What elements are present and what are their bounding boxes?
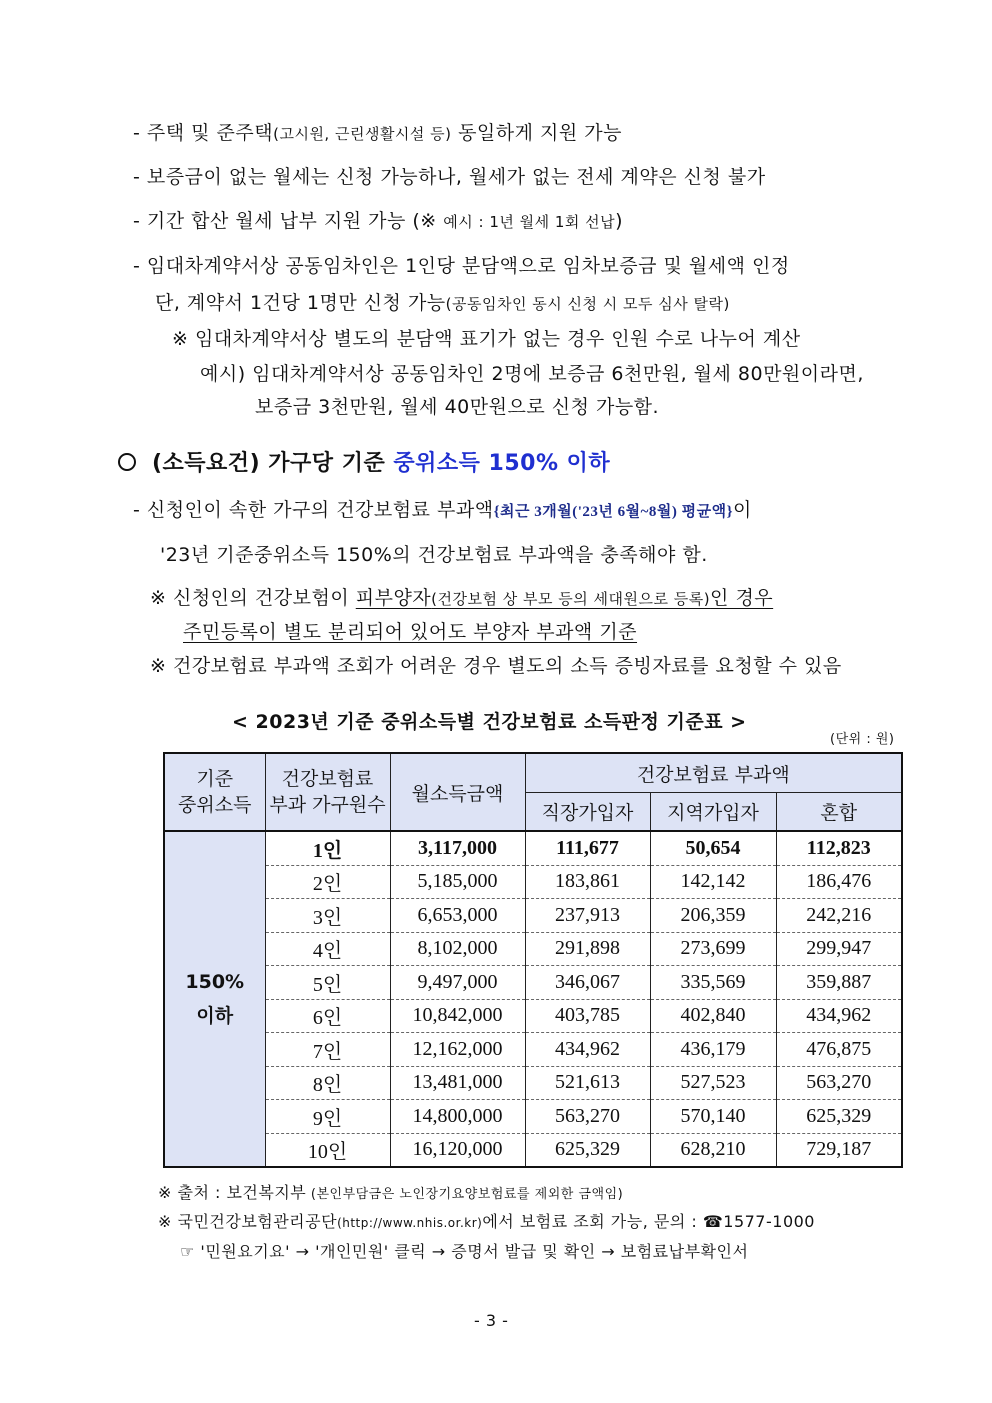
page-number: - 3 - <box>474 1311 509 1330</box>
table-unit: (단위 : 원) <box>830 732 895 747</box>
mixed-cell: 242,216 <box>776 899 902 933</box>
regional-cell: 628,210 <box>650 1133 776 1167</box>
table-row <box>164 865 902 899</box>
employee-cell: 237,913 <box>525 899 650 933</box>
regional-cell: 206,359 <box>650 899 776 933</box>
table-row <box>164 966 902 1000</box>
regional-cell: 436,179 <box>650 1033 776 1067</box>
employee-cell: 346,067 <box>525 966 650 1000</box>
note-dependent-cont: 주민등록이 별도 분리되어 있어도 부양자 부과액 기준 <box>183 621 638 643</box>
mixed-cell: 299,947 <box>776 932 902 966</box>
bullet-joint-tenant: - 임대차계약서상 공동임차인은 1인당 분담액으로 임차보증금 및 월세액 인정 <box>133 255 790 277</box>
bullet-period: - 기간 합산 월세 납부 지원 가능 (※ 예시 : 1년 월세 1회 선납) <box>133 210 624 232</box>
household-cell: 8인 <box>265 1066 390 1100</box>
note-share: ※ 임대차계약서상 별도의 분담액 표기가 없는 경우 인원 수로 나누어 계산 <box>172 328 801 350</box>
example-line-2: 보증금 3천만원, 월세 40만원으로 신청 가능함. <box>255 396 660 418</box>
income-cell: 9,497,000 <box>390 966 525 1000</box>
household-cell: 3인 <box>265 899 390 933</box>
table-row <box>164 1033 902 1067</box>
mixed-cell: 476,875 <box>776 1033 902 1067</box>
household-cell: 1인 <box>265 831 390 865</box>
note-dependent: ※ 신청인의 건강보험이 피부양자(건강보험 상 부모 등의 세대원으로 등록)인 경우 <box>150 587 774 609</box>
household-cell: 4인 <box>265 932 390 966</box>
regional-cell: 570,140 <box>650 1100 776 1134</box>
table-row <box>164 899 902 933</box>
header-monthly-income: 월소득금액 <box>390 753 525 831</box>
mixed-cell: 186,476 <box>776 865 902 899</box>
employee-cell: 434,962 <box>525 1033 650 1067</box>
mixed-cell: 359,887 <box>776 966 902 1000</box>
header-employee: 직장가입자 <box>525 793 650 832</box>
income-cell: 5,185,000 <box>390 865 525 899</box>
table-row <box>164 1133 902 1167</box>
circle-bullet-icon <box>118 453 136 471</box>
level-cell: 150% 이하 <box>164 831 265 1167</box>
mixed-cell: 625,329 <box>776 1100 902 1134</box>
employee-cell: 183,861 <box>525 865 650 899</box>
mixed-cell: 112,823 <box>776 831 902 865</box>
income-cell: 14,800,000 <box>390 1100 525 1134</box>
employee-cell: 291,898 <box>525 932 650 966</box>
mixed-cell: 563,270 <box>776 1066 902 1100</box>
household-cell: 6인 <box>265 999 390 1033</box>
header-household: 건강보험료 부과 가구원수 <box>265 753 390 831</box>
source-note: ※ 출처 : 보건복지부 (본인부담금은 노인장기요양보험료를 제외한 금액임) <box>158 1183 624 1202</box>
household-cell: 10인 <box>265 1133 390 1167</box>
regional-cell: 273,699 <box>650 932 776 966</box>
employee-cell: 403,785 <box>525 999 650 1033</box>
employee-cell: 521,613 <box>525 1066 650 1100</box>
bullet-deposit: - 보증금이 없는 월세는 신청 가능하나, 월세가 없는 전세 계약은 신청 불가 <box>133 166 766 188</box>
nhis-note: ※ 국민건강보험관리공단(http://www.nhis.or.kr)에서 보험료 조회 가능, 문의 : ☎1577-1000 <box>158 1212 815 1231</box>
table-row <box>164 1066 902 1100</box>
income-cell: 12,162,000 <box>390 1033 525 1067</box>
header-basis: 기준 중위소득 <box>164 753 265 831</box>
income-requirement-cont: '23년 기준중위소득 150%의 건강보험료 부과액을 충족해야 함. <box>160 544 708 566</box>
household-cell: 2인 <box>265 865 390 899</box>
table-row <box>164 999 902 1033</box>
income-cell: 8,102,000 <box>390 932 525 966</box>
income-table <box>163 752 903 1168</box>
mixed-cell: 434,962 <box>776 999 902 1033</box>
header-mixed: 혼합 <box>776 793 902 832</box>
table-title: < 2023년 기준 중위소득별 건강보험료 소득판정 기준표 > <box>232 711 747 733</box>
regional-cell: 527,523 <box>650 1066 776 1100</box>
regional-cell: 50,654 <box>650 831 776 865</box>
table-row <box>164 831 902 865</box>
income-cell: 16,120,000 <box>390 1133 525 1167</box>
section-title: (소득요건) 가구당 기준 중위소득 150% 이하 <box>118 446 610 477</box>
regional-cell: 335,569 <box>650 966 776 1000</box>
mixed-cell: 729,187 <box>776 1133 902 1167</box>
table-row <box>164 932 902 966</box>
table-row <box>164 1100 902 1134</box>
income-cell: 13,481,000 <box>390 1066 525 1100</box>
nhis-path: ☞ '민원요기요' → '개인민원' 클릭 → 증명서 발급 및 확인 → 보험료납부확인서 <box>180 1242 749 1261</box>
income-cell: 6,653,000 <box>390 899 525 933</box>
regional-cell: 402,840 <box>650 999 776 1033</box>
income-cell: 10,842,000 <box>390 999 525 1033</box>
income-requirement: - 신청인이 속한 가구의 건강보험료 부과액{최근 3개월('23년 6월~8월) 평균액}이 <box>133 499 752 521</box>
note-proof: ※ 건강보험료 부과액 조회가 어려운 경우 별도의 소득 증빙자료를 요청할 수 있음 <box>150 655 842 677</box>
household-cell: 9인 <box>265 1100 390 1134</box>
bullet-joint-tenant-cont: 단, 계약서 1건당 1명만 신청 가능(공동임차인 동시 신청 시 모두 심사 탈락) <box>155 292 730 314</box>
household-cell: 7인 <box>265 1033 390 1067</box>
household-cell: 5인 <box>265 966 390 1000</box>
employee-cell: 625,329 <box>525 1133 650 1167</box>
header-regional: 지역가입자 <box>650 793 776 832</box>
regional-cell: 142,142 <box>650 865 776 899</box>
example-line-1: 예시) 임대차계약서상 공동임차인 2명에 보증금 6천만원, 월세 80만원이라면, <box>200 363 864 385</box>
income-cell: 3,117,000 <box>390 831 525 865</box>
employee-cell: 111,677 <box>525 831 650 865</box>
employee-cell: 563,270 <box>525 1100 650 1134</box>
header-premium: 건강보험료 부과액 <box>525 753 902 793</box>
bullet-housing: - 주택 및 준주택(고시원, 근린생활시설 등) 동일하게 지원 가능 <box>133 122 622 144</box>
